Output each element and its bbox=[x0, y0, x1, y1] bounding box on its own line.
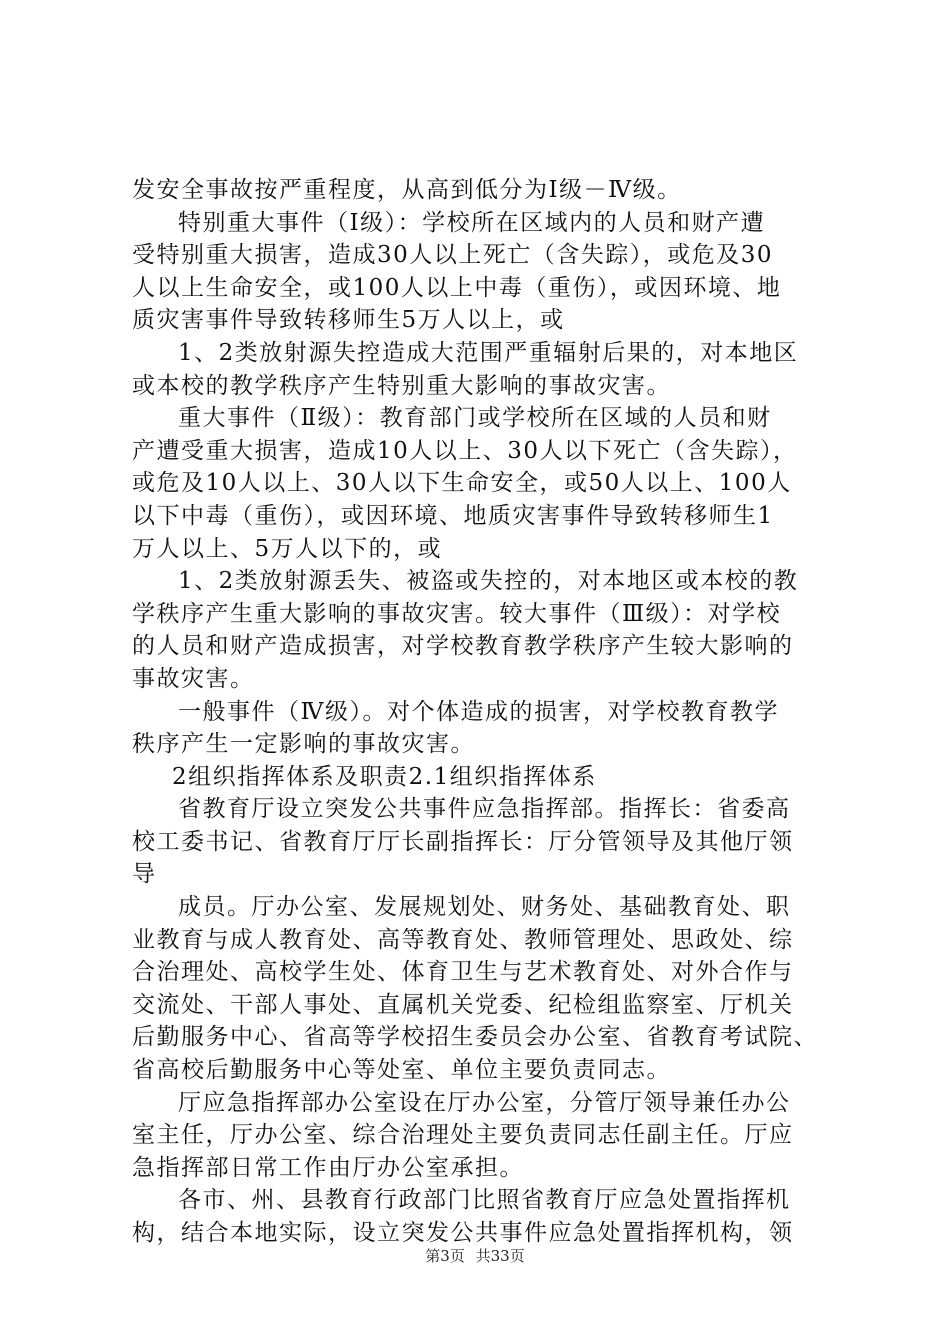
text-line: 室主任，厅办公室、综合治理处主要负责同志任副主任。厅应 bbox=[132, 1122, 794, 1149]
text-line: 构，结合本地实际，设立突发公共事件应急处置指挥机构，领 bbox=[132, 1220, 794, 1246]
text-line: 或危及10人以上、30人以下生命安全，或50人以上、100人 bbox=[132, 470, 792, 497]
text-line: 一般事件（Ⅳ级）。对个体造成的损害，对学校教育教学 bbox=[178, 698, 779, 725]
text-line: 省教育厅设立突发公共事件应急指挥部。指挥长：省委高 bbox=[178, 796, 791, 823]
text-line: 万人以上、5万人以下的，或 bbox=[132, 535, 443, 562]
page-footer bbox=[0, 1245, 950, 1266]
text-line: 特别重大事件（Ⅰ级）：学校所在区域内的人员和财产遭 bbox=[178, 209, 766, 236]
text-line: 发安全事故按严重程度，从高到低分为Ⅰ级－Ⅳ级。 bbox=[132, 177, 682, 203]
page-number: 第3页 bbox=[425, 1247, 465, 1265]
text-line: 的人员和财产造成损害，对学校教育教学秩序产生较大影响的 bbox=[132, 633, 794, 660]
text-line: 受特别重大损害，造成30人以上死亡（含失踪），或危及30 bbox=[132, 242, 774, 269]
text-line: 人以上生命安全，或100人以上中毒（重伤），或因环境、地 bbox=[132, 274, 782, 301]
text-line: 质灾害事件导致转移师生5万人以上，或 bbox=[132, 307, 565, 334]
text-line: 或本校的教学秩序产生特别重大影响的事故灾害。 bbox=[132, 372, 671, 399]
text-line: 校工委书记、省教育厅厅长副指挥长：厅分管领导及其他厅领 bbox=[132, 828, 794, 855]
text-line: 以下中毒（重伤），或因环境、地质灾害事件导致转移师生1 bbox=[132, 502, 774, 529]
text-line: 1、2类放射源丢失、被盗或失控的，对本地区或本校的教 bbox=[178, 568, 799, 595]
text-line: 秩序产生一定影响的事故灾害。 bbox=[132, 731, 475, 758]
text-line: 导 bbox=[132, 861, 157, 888]
text-line: 重大事件（Ⅱ级）：教育部门或学校所在区域的人员和财 bbox=[178, 405, 772, 432]
page-total: 共33页 bbox=[475, 1247, 525, 1265]
text-line: 合治理处、高校学生处、体育卫生与艺术教育处、对外合作与 bbox=[132, 959, 794, 986]
text-line: 急指挥部日常工作由厅办公室承担。 bbox=[132, 1154, 524, 1181]
text-line: 业教育与成人教育处、高等教育处、教师管理处、思政处、综 bbox=[132, 926, 794, 953]
text-line: 后勤服务中心、省高等学校招生委员会办公室、省教育考试院、 bbox=[132, 1024, 818, 1051]
text-line: 学秩序产生重大影响的事故灾害。较大事件（Ⅲ级）：对学校 bbox=[132, 600, 782, 627]
text-line: 交流处、干部人事处、直属机关党委、纪检组监察室、厅机关 bbox=[132, 991, 794, 1018]
text-line: 事故灾害。 bbox=[132, 665, 255, 692]
text-line: 1、2类放射源失控造成大范围严重辐射后果的，对本地区 bbox=[178, 339, 799, 366]
text-line: 各市、州、县教育行政部门比照省教育厅应急处置指挥机 bbox=[178, 1187, 791, 1214]
text-line: 厅应急指挥部办公室设在厅办公室，分管厅领导兼任办公 bbox=[178, 1089, 791, 1116]
section-heading: 2组织指挥体系及职责2.1组织指挥体系 bbox=[172, 763, 597, 790]
text-line: 产遭受重大损害，造成10人以上、30人以下死亡（含失踪）， bbox=[132, 437, 798, 464]
text-line: 省高校后勤服务中心等处室、单位主要负责同志。 bbox=[132, 1057, 671, 1084]
text-line: 成员。厅办公室、发展规划处、财务处、基础教育处、职 bbox=[178, 894, 791, 921]
body-text bbox=[132, 174, 832, 1250]
